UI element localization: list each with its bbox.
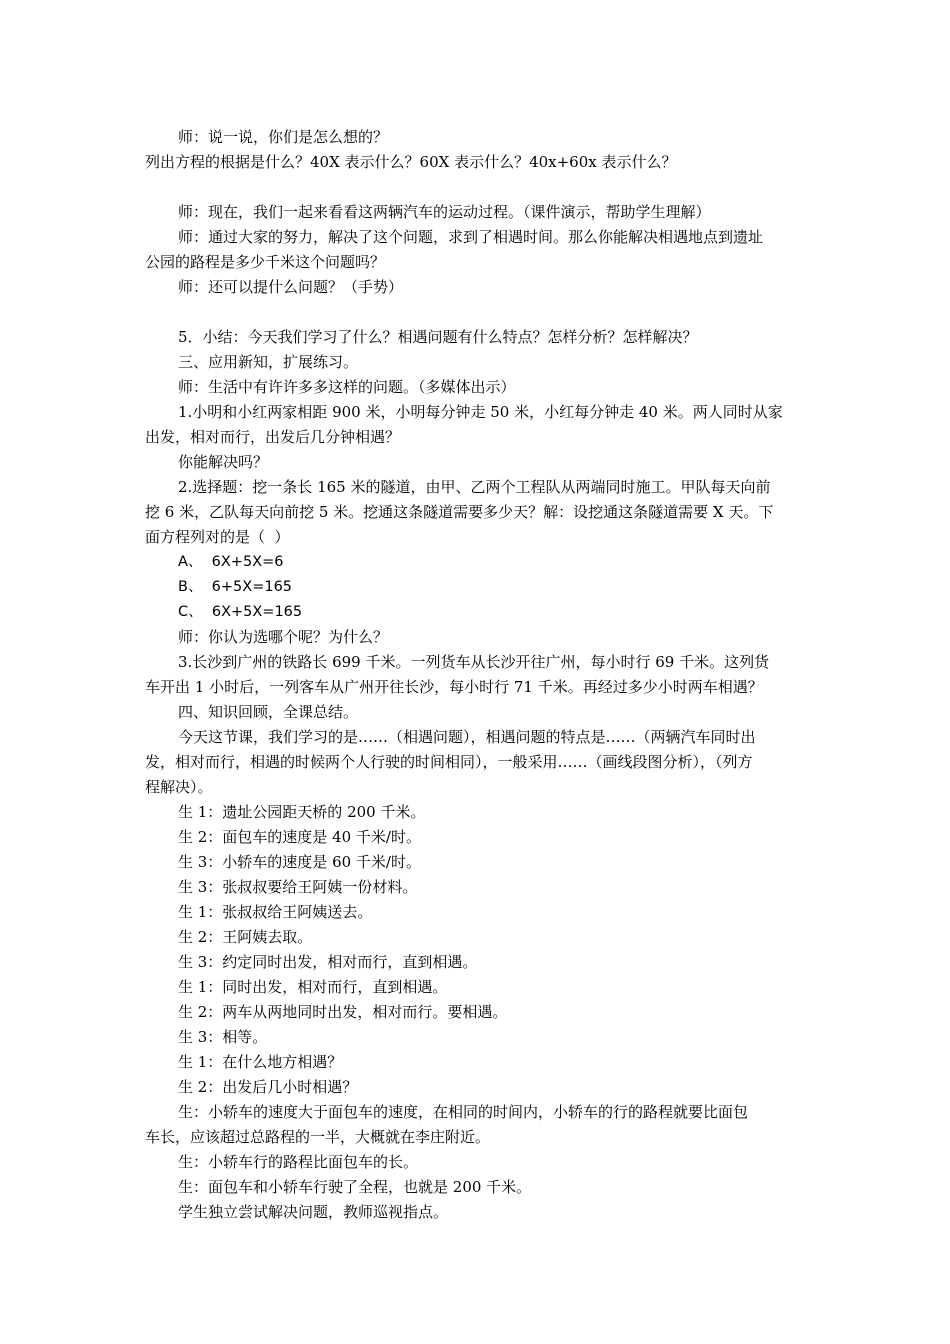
text-line: 师：你认为选哪个呢？为什么？ [178, 628, 389, 646]
text-line: 出发，相对而行，出发后几分钟相遇？ [145, 428, 401, 446]
text-line: 师：通过大家的努力，解决了这个问题，求到了相遇时间。那么你能解决相遇地点到遗址 [178, 228, 764, 246]
text-line: 5．小结：今天我们学习了什么？相遇问题有什么特点？怎样分析？怎样解决？ [178, 328, 698, 346]
text-line: 生 2：出发后几小时相遇？ [178, 1078, 358, 1096]
text-line: 面方程列对的是（ ） [145, 528, 290, 546]
text-line: 今天这节课，我们学习的是……（相遇问题），相遇问题的特点是……（两辆汽车同时出 [178, 728, 756, 746]
text-line: 生 2：面包车的速度是 40 千米/时。 [178, 828, 421, 846]
text-line: 车开出 1 小时后，一列客车从广州开往长沙，每小时行 71 千米。再经过多少小时两车相遇？ [145, 678, 763, 696]
option-b: B、 6+5X=165 [178, 579, 293, 595]
text-line: 三、应用新知，扩展练习。 [178, 353, 359, 371]
text-line: 发，相对而行，相遇的时候两个人行驶的时间相同），一般采用……（画线段图分析），（列方 [145, 753, 753, 771]
text-line: 生 1：在什么地方相遇？ [178, 1053, 343, 1071]
text-line: 生 3：相等。 [178, 1028, 268, 1046]
text-line: 挖 6 米，乙队每天向前挖 5 米。挖通这条隧道需要多少天？解：设挖通这条隧道需要 X 天。下 [145, 503, 774, 521]
text-line: 生 3：约定同时出发，相对而行，直到相遇。 [178, 953, 478, 971]
text-line: 程解决）。 [145, 778, 213, 796]
text-line: 生：小轿车行的路程比面包车的长。 [178, 1153, 419, 1171]
text-line: 生 1：同时出发，相对而行，直到相遇。 [178, 978, 448, 996]
text-line: 2.选择题：挖一条长 165 米的隧道，由甲、乙两个工程队从两端同时施工。甲队每天向前 [178, 478, 771, 496]
text-line: 生 3：张叔叔要给王阿姨一份材料。 [178, 878, 418, 896]
text-line: 列出方程的根据是什么？40X 表示什么？60X 表示什么？40x+60x 表示什么？ [145, 153, 677, 171]
text-line: 公园的路程是多少千米这个问题吗？ [145, 253, 386, 271]
option-c: C、 6X+5X=165 [178, 604, 303, 620]
text-line: 师：生活中有许许多多这样的问题。（多媒体出示） [178, 378, 516, 396]
text-line: 生：小轿车的速度大于面包车的速度，在相同的时间内，小轿车的行的路程就要比面包 [178, 1103, 749, 1121]
text-line: 1.小明和小红两家相距 900 米，小明每分钟走 50 米，小红每分钟走 40 米。两人同时从家 [178, 403, 783, 421]
text-line: 生：面包车和小轿车行驶了全程，也就是 200 千米。 [178, 1178, 532, 1196]
option-a: A、 6X+5X=6 [178, 554, 284, 570]
text-line: 师：还可以提什么问题？（手势） [178, 278, 404, 296]
text-line: 师：说一说，你们是怎么想的？ [178, 128, 389, 146]
text-line: 生 3：小轿车的速度是 60 千米/时。 [178, 853, 421, 871]
text-line: 你能解决吗？ [178, 453, 269, 471]
text-line: 车长，应该超过总路程的一半，大概就在李庄附近。 [145, 1128, 491, 1146]
text-line: 3.长沙到广州的铁路长 699 千米。一列货车从长沙开往广州，每小时行 69 千米。这列货 [178, 653, 770, 671]
text-line: 生 1：遗址公园距天桥的 200 千米。 [178, 803, 426, 821]
text-line: 生 2：两车从两地同时出发，相对而行。要相遇。 [178, 1003, 508, 1021]
text-line: 四、知识回顾，全课总结。 [178, 703, 359, 721]
text-line: 学生独立尝试解决问题，教师巡视指点。 [178, 1203, 449, 1221]
text-line: 生 1：张叔叔给王阿姨送去。 [178, 903, 373, 921]
text-line: 师：现在，我们一起来看看这两辆汽车的运动过程。（课件演示，帮助学生理解） [178, 203, 711, 221]
text-line: 生 2：王阿姨去取。 [178, 928, 313, 946]
